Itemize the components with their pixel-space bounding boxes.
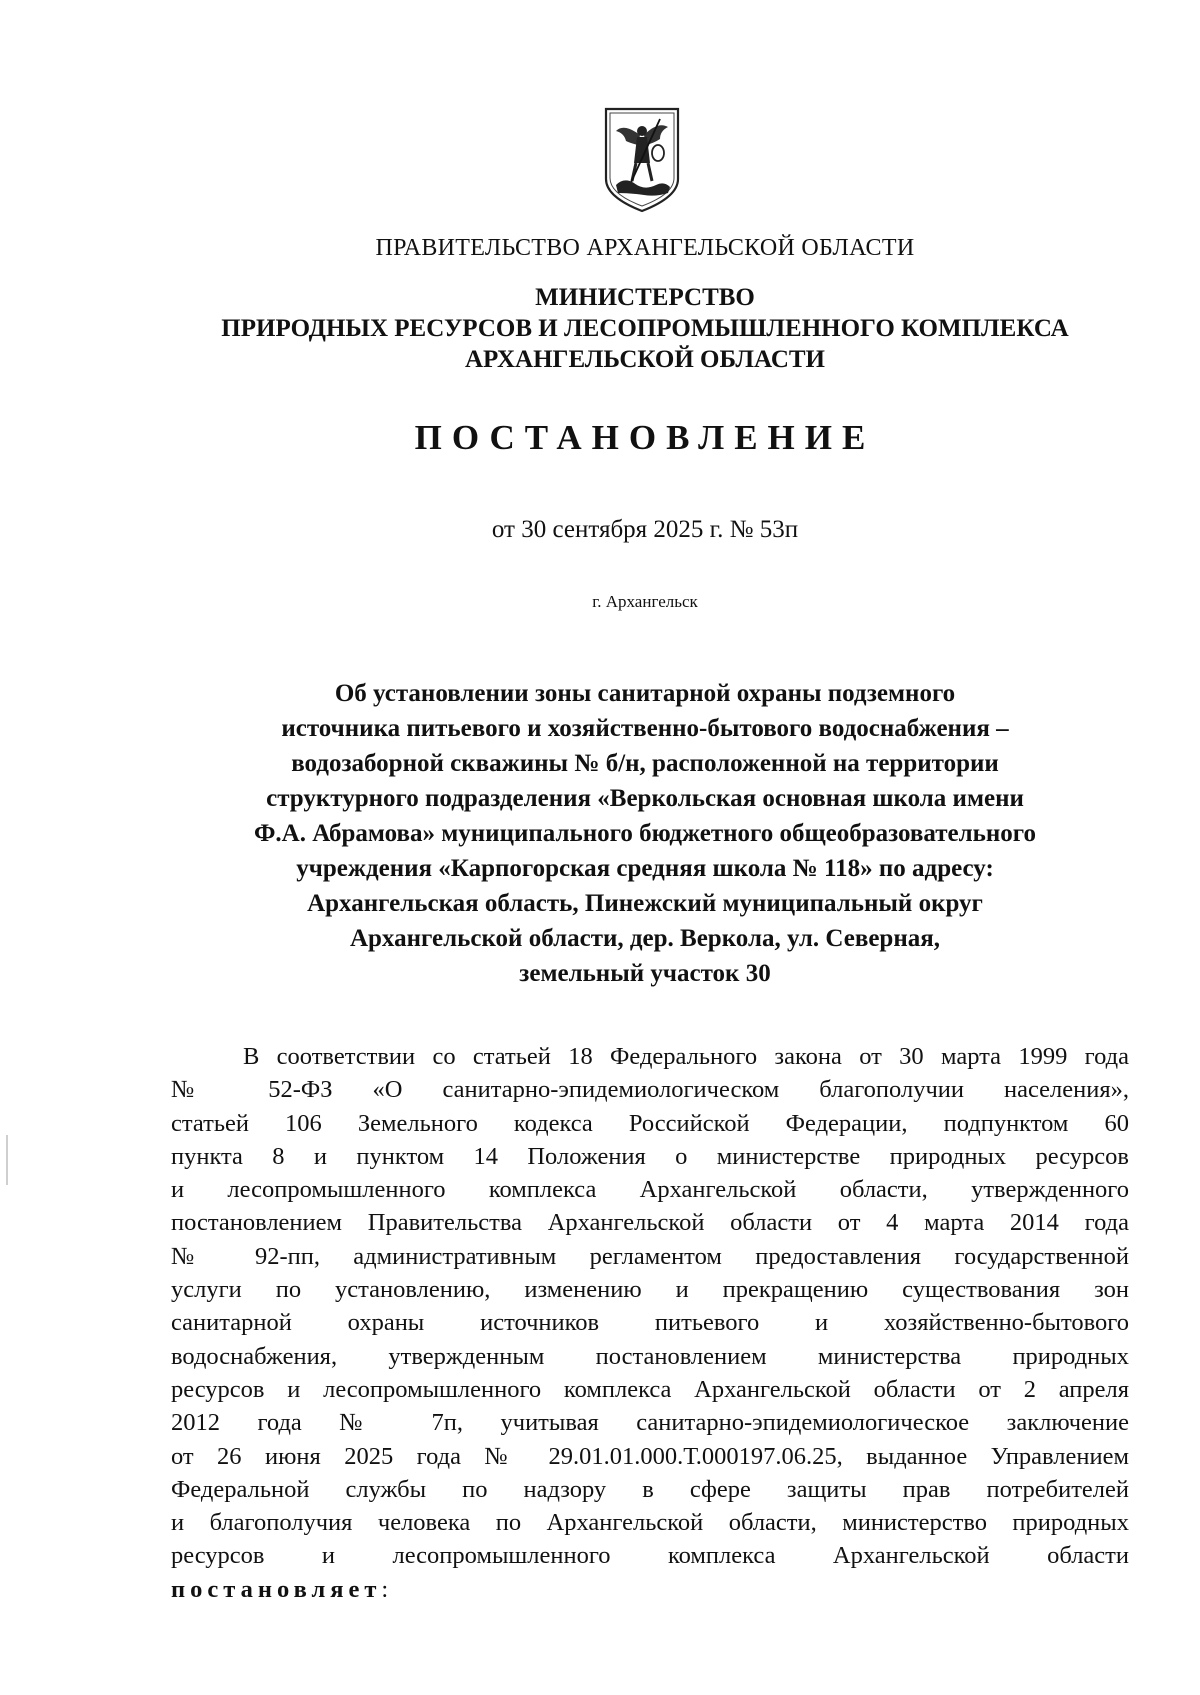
- ministry-name: [170, 282, 1120, 375]
- body-line: 2012 года № 7п, учитывая санитарно-эпидемиологическое заключение: [171, 1409, 1129, 1437]
- body-line: услуги по установлению, изменению и прекращению существования зон: [171, 1276, 1129, 1304]
- coat-of-arms-emblem: [600, 105, 684, 215]
- preamble-paragraph: [171, 1040, 1129, 1606]
- body-line: и благополучия человека по Архангельской области, министерство природных: [171, 1509, 1129, 1537]
- title-line: Ф.А. Абрамова» муниципального бюджетного общеобразовательного: [253, 820, 1037, 847]
- ministry-line: МИНИСТЕРСТВО: [535, 284, 755, 311]
- decree-line: [171, 1573, 1129, 1606]
- scan-margin-mark: [6, 1135, 8, 1185]
- title-line: учреждения «Карпогорская средняя школа № 118» по адресу:: [296, 855, 994, 882]
- title-line: Архангельская область, Пинежский муниципальный округ: [307, 890, 983, 917]
- title-line: Об установлении зоны санитарной охраны подземного: [334, 680, 956, 707]
- document-title: [180, 676, 1110, 991]
- body-line: водоснабжения, утвержденным постановлением министерства природных: [171, 1342, 1129, 1370]
- body-line: ресурсов и лесопромышленного комплекса Архангельской области от 2 апреля: [171, 1375, 1129, 1403]
- title-line: структурного подразделения «Веркольская основная школа имени: [266, 785, 1024, 812]
- body-line: ресурсов и лесопромышленного комплекса Архангельской области: [171, 1542, 1129, 1570]
- document-type-heading: ПОСТАНОВЛЕНИЕ: [414, 418, 876, 457]
- date-and-number: от 30 сентября 2025 г. № 53п: [491, 516, 799, 543]
- body-line: В соответствии со статьей 18 Федерального закона от 30 марта 1999 года: [243, 1043, 1129, 1070]
- body-line: Федеральной службы по надзору в сфере защиты прав потребителей: [171, 1475, 1129, 1503]
- title-line: земельный участок 30: [519, 960, 771, 987]
- body-line: пункта 8 и пунктом 14 Положения о министерстве природных ресурсов: [171, 1142, 1129, 1170]
- body-line: от 26 июня 2025 года № 29.01.01.000.Т.000197.06.25, выданное Управлением: [171, 1442, 1129, 1470]
- body-line: статьей 106 Земельного кодекса Российской Федерации, подпунктом 60: [171, 1109, 1129, 1137]
- title-line: источника питьевого и хозяйственно-бытового водоснабжения –: [281, 715, 1009, 742]
- government-name: ПРАВИТЕЛЬСТВО АРХАНГЕЛЬСКОЙ ОБЛАСТИ: [375, 235, 915, 261]
- body-line: № 92-пп, административным регламентом предоставления государственной: [171, 1242, 1129, 1270]
- decree-colon: :: [381, 1575, 389, 1603]
- title-line: Архангельской области, дер. Веркола, ул. Северная,: [349, 925, 941, 952]
- body-line: и лесопромышленного комплекса Архангельской области, утвержденного: [171, 1176, 1129, 1204]
- decree-word: постановляет: [171, 1575, 382, 1603]
- body-line: санитарной охраны источников питьевого и хозяйственно-бытового: [171, 1309, 1129, 1337]
- body-line: № 52-ФЗ «О санитарно-эпидемиологическом благополучии населения»,: [171, 1076, 1129, 1104]
- city-name: г. Архангельск: [592, 592, 698, 611]
- body-line: постановлением Правительства Архангельской области от 4 марта 2014 года: [171, 1209, 1129, 1237]
- title-line: водозаборной скважины № б/н, расположенной на территории: [291, 750, 999, 777]
- ministry-line: ПРИРОДНЫХ РЕСУРСОВ И ЛЕСОПРОМЫШЛЕННОГО КОМПЛЕКСА: [221, 315, 1069, 342]
- ministry-line: АРХАНГЕЛЬСКОЙ ОБЛАСТИ: [465, 346, 825, 373]
